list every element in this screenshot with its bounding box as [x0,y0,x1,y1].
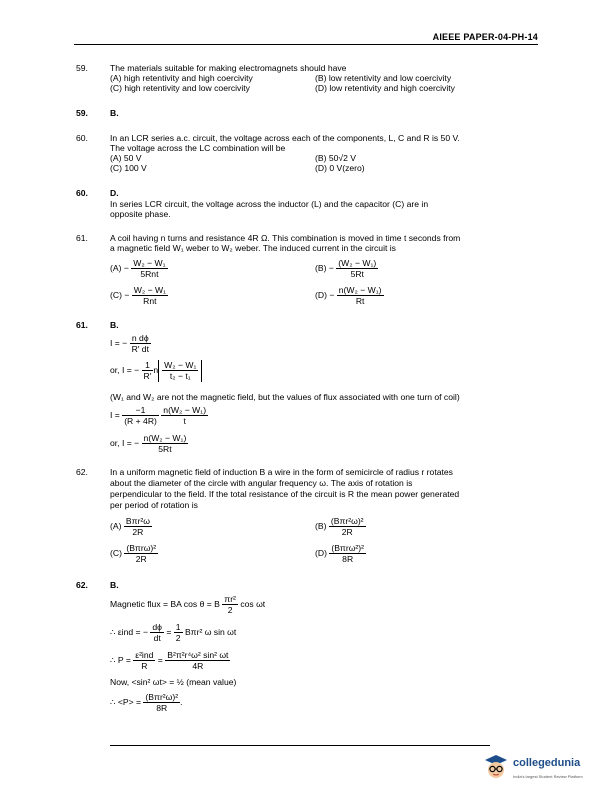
answer-number: 62. [76,580,88,590]
equation: I = $\frac{-1}{(R + 4R)}$ $\frac{\text{n(W₂ − W₁)}}{t}$ [110,405,207,427]
option-b: (B) low retentivity and low coercivity [315,73,452,83]
option-label: (A) − [110,263,129,274]
graduate-mascot-icon [482,752,510,782]
answer-key: B. [110,580,119,590]
fraction-numerator: W₂ − W₁ [133,285,166,295]
equation: or, I = − $\frac{1}{R'}$ n $\frac{\text{W₂ − W₁}}{\text{t₂ − t₁}}$ [110,360,202,382]
option-label: (B) [315,521,327,532]
question-number: 59. [76,63,88,73]
brand-tagline: India's largest Student Review Platform [513,774,583,779]
answer-number: 61. [76,320,88,330]
fraction-denominator: 5Rnt [140,269,159,280]
answer-explanation: In series LCR circuit, the voltage across the inductor (L) and the capacitor (C) are in [110,199,429,209]
question-text: perpendicular to the field. If the total resistance of the circuit is R the mean power generated [110,489,460,499]
option-a: (A) high retentivity and high coercivity [110,73,253,83]
option-d: (D) low retentivity and high coercivity [315,83,455,93]
question-text: A coil having n turns and resistance 4R Ω. This combination is moved in time t seconds from [110,233,461,243]
question-text: per period of rotation is [110,500,198,510]
fraction-numerator: (W₂ − W₁) [338,258,377,268]
equation: I = − $\frac{\text{n dϕ}}{R' dt}$ [110,333,149,355]
option-c: (C) $\frac{\text{(Bπrω)²}}{2R}$ [110,543,157,565]
option-label: (D) [315,548,327,559]
question-text: In an LCR series a.c. circuit, the voltage across each of the components, L, C and R is 50 V. [110,133,460,143]
option-c: (C) high retentivity and low coercivity [110,83,250,93]
option-label: (C) [110,548,122,559]
footer-divider [110,745,490,746]
question-text: In a uniform magnetic field of induction B a wire in the form of semicircle of radius r rotates [110,467,453,477]
answer-key: B. [110,320,119,330]
fraction-numerator: W₂ − W₁ [133,258,166,268]
option-b [315,258,378,280]
fraction-numerator: n(W₂ − W₁) [338,285,382,295]
option-a: (A) 50 V [110,153,142,163]
answer-key: D. [110,188,119,198]
answer-key: B. [110,108,119,118]
option-label: (B) − [315,263,334,274]
option-a [110,258,168,280]
option-b: (B) $\frac{\text{(Bπr²ω)²}}{2R}$ [315,516,364,538]
equation: ∴ <P> = $\frac{\text{(Bπr²ω)²}}{8R}$ . [110,692,183,714]
fraction-denominator: Rnt [143,296,157,307]
fraction-denominator: Rt [355,296,365,307]
equation: ∴ P = $\frac{\text{ε²ind}}{R}$ = $\frac{\text{B²π²r⁴ω² sin² ωt}}{4R}$ [110,650,229,672]
equation-text: Now, <sin² ωt> = ½ (mean value) [110,677,237,687]
question-text: The voltage across the LC combination will be [110,143,286,153]
option-label: (C) − [110,290,130,301]
option-d [315,285,384,307]
answer-number: 60. [76,188,88,198]
equation: Magnetic flux = BA cos θ = B $\frac{\text{πr²}}{2}$ cos ωt [110,594,266,616]
question-text: The materials suitable for making electromagnets should have [110,63,347,73]
equation: ∴ εind = − $\frac{d\phi}{dt}$ = $\frac{1}{2}$ Bπr² ω sin ωt [110,622,237,644]
option-c [110,285,168,307]
answer-explanation: opposite phase. [110,209,171,219]
question-text: a magnetic field W₁ weber to W₂ weber. The induced current in the circuit is [110,243,396,253]
question-number: 62. [76,467,88,477]
question-text: about the diameter of the circle with angular frequency ω. The axis of rotation is [110,478,413,488]
option-label: (D) − [315,290,335,301]
answer-note: (W₁ and W₂ are not the magnetic field, but the values of flux associated with one turn of coil) [110,392,460,402]
option-d: (D) $\frac{\text{(Bπrω²)²}}{8R}$ [315,543,365,565]
option-b: (B) 50√2 V [315,153,357,163]
option-a: (A) $\frac{\text{Bπr²ω}}{2R}$ [110,516,150,538]
equation: or, I = − $\frac{\text{n(W₂ − W₁)}}{5Rt}$ [110,433,187,455]
paper-title: AIEEE PAPER-04-PH-14 [432,32,538,42]
option-label: (A) [110,521,122,532]
answer-number: 59. [76,108,88,118]
header-divider [74,44,538,45]
brand-logo: collegedunia [513,757,581,769]
question-number: 60. [76,133,88,143]
question-number: 61. [76,233,88,243]
fraction-denominator: 5Rt [350,269,364,280]
option-c: (C) 100 V [110,163,147,173]
option-d: (D) 0 V(zero) [315,163,365,173]
